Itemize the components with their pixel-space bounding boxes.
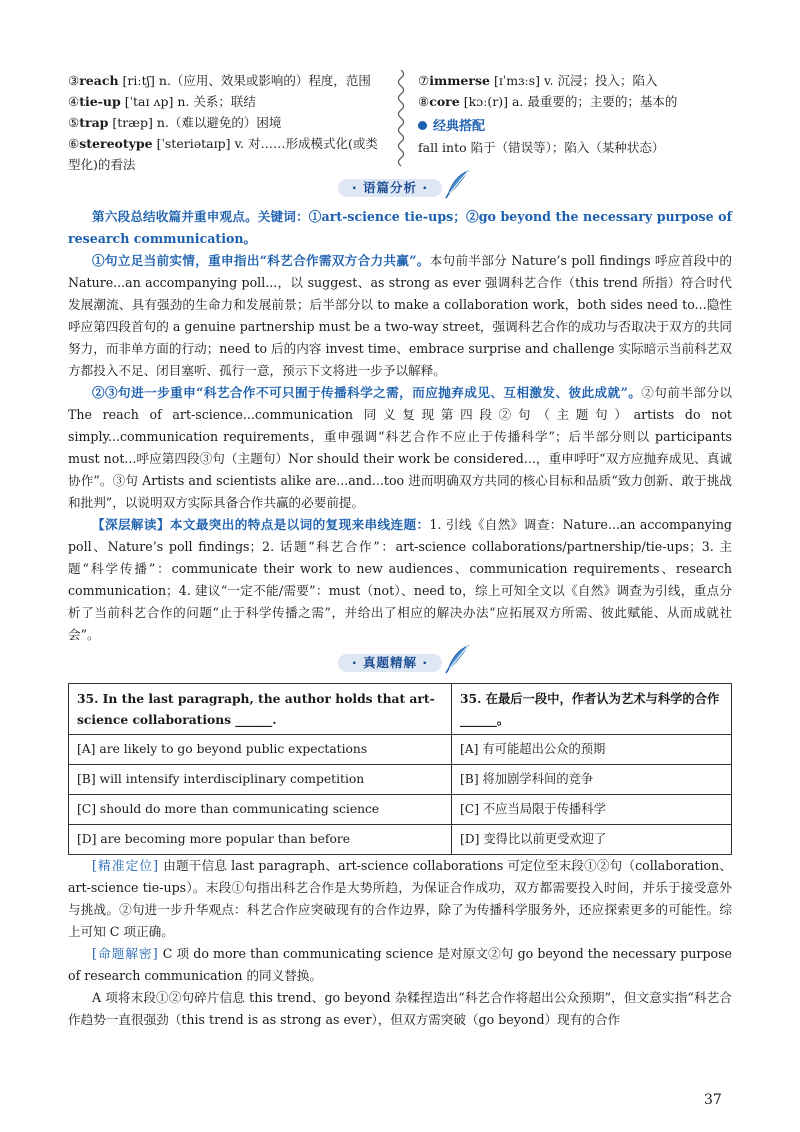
- question-zh: 35. 在最后一段中，作者认为艺术与科学的合作______。: [452, 684, 732, 735]
- question-table: [68, 683, 732, 855]
- option-en: [C] should do more than communicating science: [69, 795, 452, 825]
- vocab-word: immerse: [429, 73, 490, 88]
- quill-pen-icon: [444, 169, 470, 199]
- divider-zigzag: [394, 70, 408, 168]
- locate-paragraph: [68, 855, 732, 943]
- vocab-ipa: [ˈsteriətaɪp]: [156, 136, 231, 151]
- analysis-body: C 项 do more than communicating science 是对原文②句 go beyond the necessary purpose of research communication 的同义替换。: [68, 946, 732, 983]
- vocab-num: ⑥: [68, 136, 80, 151]
- option-zh: [A] 有可能超出公众的预期: [452, 735, 732, 765]
- vocab-def: n.（应用、效果或影响的）程度，范围: [158, 73, 371, 88]
- vocab-def: a. 最重要的；主要的；基本的: [511, 94, 678, 109]
- analysis-paragraph-2: [68, 382, 732, 514]
- analysis-intro: 第六段总结收篇并重申观点。关键词：①art-science tie-ups；②go beyond the necessary purpose of research communication。: [68, 209, 732, 246]
- collocation-title: 经典搭配: [433, 119, 486, 134]
- vocab-ipa: [ˈtaɪ ʌp]: [124, 94, 174, 109]
- locate-label: [精准定位]: [92, 858, 160, 873]
- analysis-paragraph-1: [68, 250, 732, 382]
- option-zh: [B] 将加剧学科间的竞争: [452, 765, 732, 795]
- banner-pill: [338, 179, 442, 197]
- banner-title: · 真题精解 ·: [351, 655, 429, 670]
- vocab-word: tie-up: [79, 94, 121, 109]
- analysis-label: [命题解密]: [92, 946, 159, 961]
- analysis-paragraph-3: [68, 514, 732, 646]
- vocab-entry: [418, 91, 732, 112]
- vocab-entry: [68, 133, 386, 175]
- vocab-left-column: [68, 70, 386, 175]
- option-en: [D] are becoming more popular than before: [69, 825, 452, 855]
- option-zh: [C] 不应当局限于传播科学: [452, 795, 732, 825]
- paragraph-lead: ②③句进一步重申“科艺合作不可只囿于传播科学之需，而应抛弃成见、互相激发、彼此成就”。: [92, 385, 642, 400]
- question-en: 35. In the last paragraph, the author holds that art-science collaborations ______.: [69, 684, 452, 735]
- option-zh: [D] 变得比以前更受欢迎了: [452, 825, 732, 855]
- vocab-num: ⑧: [418, 94, 430, 109]
- section-banner-exam: [328, 650, 472, 674]
- vocab-def: v. 沉浸；投入；陷入: [543, 73, 658, 88]
- vocab-def: n.（难以避免的）困境: [156, 115, 282, 130]
- option-en: [A] are likely to go beyond public expectations: [69, 735, 452, 765]
- vocab-num: ⑦: [418, 73, 430, 88]
- vocab-right-column: [418, 70, 732, 158]
- paragraph-body: 本句前半部分 Nature’s poll findings 呼应首段中的 Nature...an accompanying poll...，以 suggest、as strong as ever 强调科艺合作（this trend 所指）符合时代发展潮流、具有强劲的生命力和发展前景；后半部分以 to make a collaboration work，both sides need to...隐性呼应第四段首句的 a genuine partnership must be a two-way street，强调科艺合作的成功与否取决于双方的共同努力，而非单方面的行动；need to 后的内容 invest time、embrace surprise and challenge 实际暗示当前科艺双方都投入不足、闭目塞听、孤行一意，预示下文将进一步予以解释。: [68, 253, 732, 378]
- vocab-num: ⑤: [68, 115, 80, 130]
- vocab-ipa: [kɔː(r)]: [463, 94, 508, 109]
- collocation-text: fall into 陷于（错误等）；陷入（某种状态）: [418, 140, 665, 155]
- vocab-entry: [68, 91, 386, 112]
- page-number: 37: [704, 1092, 722, 1108]
- locate-body: 由题干信息 last paragraph、art-science collaborations 可定位至末段①②句（collaboration、art-science tie-ups）。末段①句指出科艺合作是大势所趋，为保证合作成功，双方都需要投入时间，并乐于接受意外与挑战。②句进一步升华观点：科艺合作应突破现有的合作边界，除了为传播科学服务外，还应探索更多的可能性。综上可知 C 项正确。: [68, 858, 732, 939]
- banner-pill: [338, 654, 442, 672]
- vocabulary-block: [68, 70, 732, 170]
- vocab-entry: [418, 70, 732, 91]
- option-a-explanation: A 项将末段①②句碎片信息 this trend、go beyond 杂糅捏造出“科艺合作将超出公众预期”，但文意实指“科艺合作趋势一直很强劲（this trend is as strong as ever），但双方需突破（go beyond）现有的合作: [68, 990, 732, 1027]
- vocab-word: core: [429, 94, 460, 109]
- analysis-section: [68, 206, 732, 646]
- vocab-num: ③: [68, 73, 80, 88]
- vocab-def: n. 关系；联结: [177, 94, 256, 109]
- vocab-ipa: [ɪˈmɜːs]: [493, 73, 540, 88]
- banner-title: · 语篇分析 ·: [351, 180, 429, 195]
- section-banner-analysis: [328, 175, 472, 199]
- vocab-word: stereotype: [79, 136, 153, 151]
- vocab-num: ④: [68, 94, 80, 109]
- quill-pen-icon: [444, 644, 470, 674]
- vocab-ipa: [træp]: [112, 115, 153, 130]
- option-en: [B] will intensify interdisciplinary competition: [69, 765, 452, 795]
- analysis-paragraph: [68, 943, 732, 987]
- vocab-entry: [68, 70, 386, 91]
- bullet-dot-icon: [418, 121, 427, 130]
- vocab-word: reach: [79, 73, 119, 88]
- paragraph-lead: ①句立足当前实情，重申指出“科艺合作需双方合力共赢”。: [92, 253, 430, 268]
- question-row: [69, 684, 732, 735]
- option-row: [69, 795, 732, 825]
- collocation-heading: [418, 116, 732, 137]
- paragraph-body: ②句前半部分以 The reach of art-science...communication 同义复现第四段②句（主题句）artists do not simply...communication requirements，重申强调“科艺合作不应止于传播科学”；后半部分则以 participants must not...呼应第四段③句（主题句）Nor should their work be considered...，重申呼吁“双方应抛弃成见、真诚协作”。③句 Artists and scientists alike are...and...too 进而明确双方共同的核心目标和品质“致力创新、敢于挑战和批判”，以说明双方实际具备合作共赢的必要前提。: [68, 385, 732, 510]
- paragraph-body: 1. 引线《自然》调查：Nature...an accompanying poll、Nature’s poll findings；2. 话题“科艺合作”：art-science collaborations/partnership/tie-ups；3. 主题“科学传播”：communicate their work to new audiences、communication requirements、research communication；4. 建议“一定不能/需要”：must（not）、need to，综上可知全文以《自然》调查为引线，重点分析了当前科艺合作的问题“止于科学传播之需”，并给出了相应的解决办法“应拓展双方所需、彼此赋能、从而成就社会”。: [68, 517, 732, 642]
- vocab-ipa: [riːtʃ]: [122, 73, 155, 88]
- vocab-def: v. 对……形成模式化(或类型化)的看法: [68, 136, 378, 172]
- explanation-section: [68, 855, 732, 1031]
- paragraph-lead: 【深层解读】本文最突出的特点是以词的复现来串线连题：: [92, 517, 430, 532]
- option-row: [69, 765, 732, 795]
- option-row: [69, 825, 732, 855]
- vocab-word: trap: [79, 115, 109, 130]
- vocab-entry: [68, 112, 386, 133]
- option-row: [69, 735, 732, 765]
